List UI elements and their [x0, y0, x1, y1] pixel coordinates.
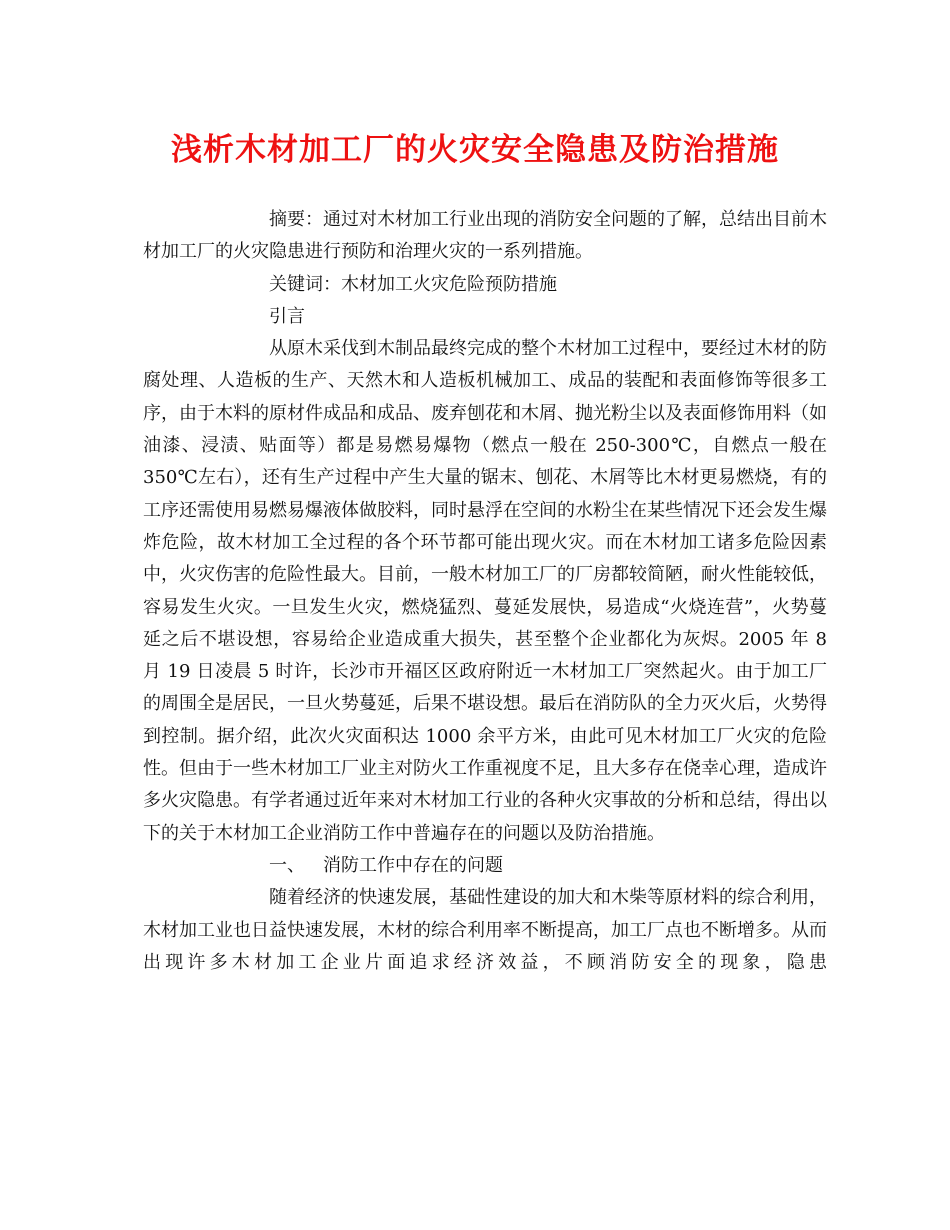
intro-paragraph: 从原木采伐到木制品最终完成的整个木材加工过程中，要经过木材的防腐处理、人造板的生产、天然木和人造板机械加工、成品的装配和表面修饰等很多工序，由于木料的原材件成品和成品、废弃刨花和木屑、抛光粉尘以及表面修饰用料（如油漆、浸渍、贴面等）都是易燃易爆物（燃点一般在 250-300℃，自燃点一般在 350℃左右），还有生产过程中产生大量的锯末、刨花、木屑等比木材更易燃烧，有的工序还需使用易燃易爆液体做胶料，同时悬浮在空间的水粉尘在某些情况下还会发生爆炸危险，故木材加工全过程的各个环节都可能出现火灾。而在木材加工诸多危险因素中，火灾伤害的危险性最大。目前，一般木材加工厂的厂房都较简陋，耐火性能较低，容易发生火灾。一旦发生火灾，燃烧猛烈、蔓延发展快，易造成“火烧连营”，火势蔓延之后不堪设想，容易给企业造成重大损失，甚至整个企业都化为灰烬。2005 年 8 月 19 日凌晨 5 时许，长沙市开福区区政府附近一木材加工厂突然起火。由于加工厂的周围全是居民，一旦火势蔓延，后果不堪设想。最后在消防队的全力灭火后，火势得到控制。据介绍，此次火灾面积达 1000 余平方米，由此可见木材加工厂火灾的危险性。但由于一些木材加工厂业主对防火工作重视度不足，且大多存在侥幸心理，造成许多火灾隐患。有学者通过近年来对木材加工行业的各种火灾事故的分析和总结，得出以下的关于木材加工企业消防工作中普遍存在的问题以及防治措施。	[143, 338, 827, 844]
section-heading-1	[143, 850, 827, 882]
document-title: 浅析木材加工厂的火灾安全隐患及防治措施	[171, 132, 779, 168]
section-title: 消防工作中存在的问题	[323, 854, 503, 876]
intro-heading: 引言	[269, 305, 305, 327]
keywords-line: 关键词：木材加工火灾危险预防措施	[269, 273, 557, 295]
abstract-paragraph: 摘要：通过对木材加工行业出现的消防安全问题的了解，总结出目前木材加工厂的火灾隐患进行预防和治理火灾的一系列措施。	[143, 209, 827, 263]
section-1-paragraph: 随着经济的快速发展，基础性建设的加大和木柴等原材料的综合利用，木材加工业也日益快速发展，木材的综合利用率不断提高，加工厂点也不断增多。从而出现许多木材加工企业片面追求经济效益，不顾消防安全的现象，隐患	[143, 887, 827, 973]
document-body	[143, 204, 827, 979]
section-number: 一、	[269, 854, 305, 876]
